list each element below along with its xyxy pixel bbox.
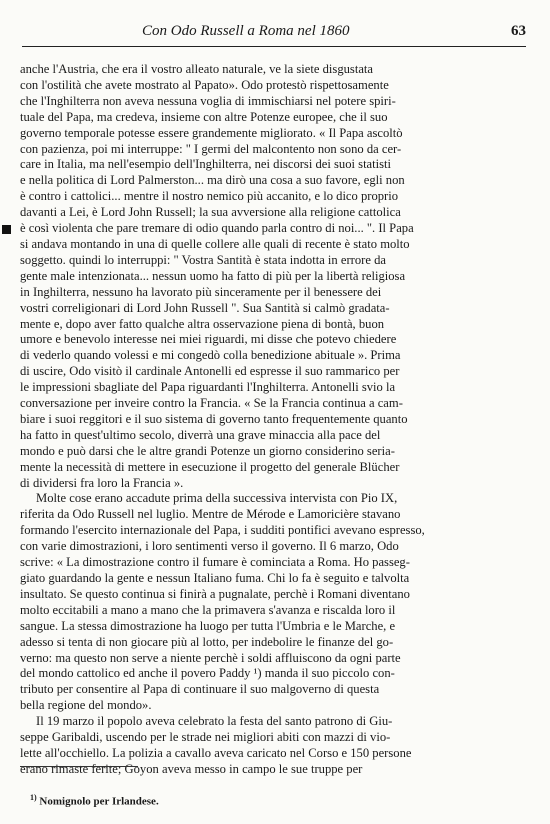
text-line: governo temporale potesse essere grandemente migliorato. « Il Papa ascoltò: [20, 125, 403, 140]
text-line: vostri correligionari di Lord John Russell ". Sua Santità si calmò gradata-: [20, 300, 390, 315]
text-line: adesso si tenta di non giocare più al lotto, per indebolire le finanze del go-: [20, 634, 394, 649]
text-line: soggetto. quindi lo interruppi: " Vostra Santità è stata indotta in errore da: [20, 252, 386, 267]
text-line: è così violenta che pare tremare di odio quando parla contro di noi... ". Il Papa: [20, 221, 414, 236]
text-line: biare i suoi reggitori e il suo sistema di governo tanto frequentemente quanto: [20, 411, 408, 426]
text-line: anche l'Austria, che era il vostro alleato naturale, ve la siete disgustata: [20, 62, 374, 76]
text-line: sangue. La stessa dimostrazione ha luogo per tutta l'Umbria e le Marche, e: [20, 618, 396, 633]
text-line: verno: ma questo non serve a niente perchè i soldi affluiscono da ogni parte: [20, 650, 401, 665]
text-line: care in Italia, ma nell'esempio dell'Inghilterra, nei discorsi dei suoi statisti: [20, 157, 392, 172]
text-line: lette all'occhiello. La polizia a cavallo aveva caricato nel Corso e 150 persone: [20, 745, 412, 760]
text-line: erano rimaste ferite; Goyon aveva messo in campo le sue truppe per: [20, 761, 363, 776]
text-line: con pazienza, poi mi interruppe: " I germi del malcontento non sono da cer-: [20, 141, 402, 156]
text-line: e nella politica di Lord Palmerston... ma dirò una cosa a suo favore, egli non: [20, 173, 405, 188]
text-line: in Inghilterra, nessuno ha lavorato più sinceramente per il benessere dei: [20, 284, 382, 299]
text-line: Il 19 marzo il popolo aveva celebrato la festa del santo patrono di Giu-: [36, 714, 393, 729]
text-line: conversazione per inveire contro la Francia. « Se la Francia continua a cam-: [20, 396, 403, 411]
text-line: mente la necessità di mettere in esecuzione il progetto del generale Blücher: [20, 459, 400, 474]
text-line: con varie dimostrazioni, i loro sentimenti verso il governo. Il 6 marzo, Odo: [20, 539, 399, 554]
text-line: scrive: « La dimostrazione contro il fumare è cominciata a Roma. Ho passeg-: [20, 555, 410, 570]
text-line: mondo e può darsi che le altre grandi Potenze un giorno considerino seria-: [20, 443, 395, 458]
text-line: insultato. Se questo continua si finirà a pugnalate, perchè i Romani diventano: [20, 586, 410, 601]
running-head: Con Odo Russell a Roma nel 1860: [142, 23, 350, 39]
text-line: formando l'esercito internazionale del Papa, i sudditi pontifici avevano espresso,: [20, 523, 425, 538]
margin-mark: [2, 225, 11, 234]
text-line: mente e, dopo aver fatto qualche altra osservazione piena di bontà, buon: [20, 316, 385, 331]
text-line: che l'Inghilterra non aveva nessuna voglia di immischiarsi nel potere spiri-: [20, 93, 396, 108]
page-number: 63: [511, 23, 526, 39]
text-line: molto eccitabili a mano a mano che la primavera s'avanza e riscalda loro il: [20, 602, 396, 617]
footnote-divider: [20, 766, 138, 767]
text-line: con l'ostilità che avete mostrato al Papato». Odo protestò rispettosamente: [20, 77, 389, 92]
footnote-marker: 1): [30, 793, 37, 802]
text-line: giato guardando la gente e nessun Italiano fuma. Chi lo fa è seguito e talvolta: [20, 571, 410, 585]
text-line: del mondo cattolico ed anche il povero Paddy ¹) manda il suo piccolo con-: [20, 666, 395, 681]
text-line: davanti a Lei, è Lord John Russell; la sua avversione alla religione cattolica: [20, 205, 401, 220]
text-line: è contro i cattolici... mentre il nostro nemico più accanito, e lo dico proprio: [20, 189, 399, 204]
footnote: [30, 793, 159, 808]
text-line: bella regione del mondo».: [20, 698, 152, 713]
text-line: di vederlo quando volessi e mi congedò colla benedizione abituale ». Prima: [20, 348, 401, 363]
text-line: di uscire, Odo visitò il cardinale Antonelli ed espresse il suo rammarico per: [20, 364, 400, 379]
text-line: gente male intenzionata... nessun uomo ha fatto di più per la libertà religiosa: [20, 268, 406, 283]
page-header: [22, 22, 526, 47]
text-line: si andava montando in una di quelle collere alle quali di recente è stato molto: [20, 236, 410, 251]
footnote-text: Nomignolo per Irlandese.: [39, 795, 159, 808]
text-line: umore e benevolo interesse nei miei riguardi, mi disse che potevo chiedere: [20, 332, 397, 347]
text-line: ha fatto in quest'ultimo secolo, diverrà una grave minaccia alla pace del: [20, 427, 381, 442]
text-line: Molte cose erano accadute prima della successiva intervista con Pio IX,: [36, 491, 398, 506]
text-line: riferita da Odo Russell nel luglio. Mentre de Mérode e Lamoricière stavano: [20, 507, 401, 522]
text-line: le impressioni sbagliate del Papa riguardanti l'Inghilterra. Antonelli svio la: [20, 380, 396, 395]
text-line: tributo per consentire al Papa di continuare il suo malgoverno di questa: [20, 682, 380, 697]
text-line: tuale del Papa, ma credeva, insieme con altre Potenze europee, che il suo: [20, 109, 388, 124]
text-line: di dividersi fra loro la Francia ».: [20, 475, 184, 490]
body-text: [20, 62, 498, 778]
text-line: seppe Garibaldi, uscendo per le strade nei migliori abiti con mazzi di vio-: [20, 730, 391, 745]
